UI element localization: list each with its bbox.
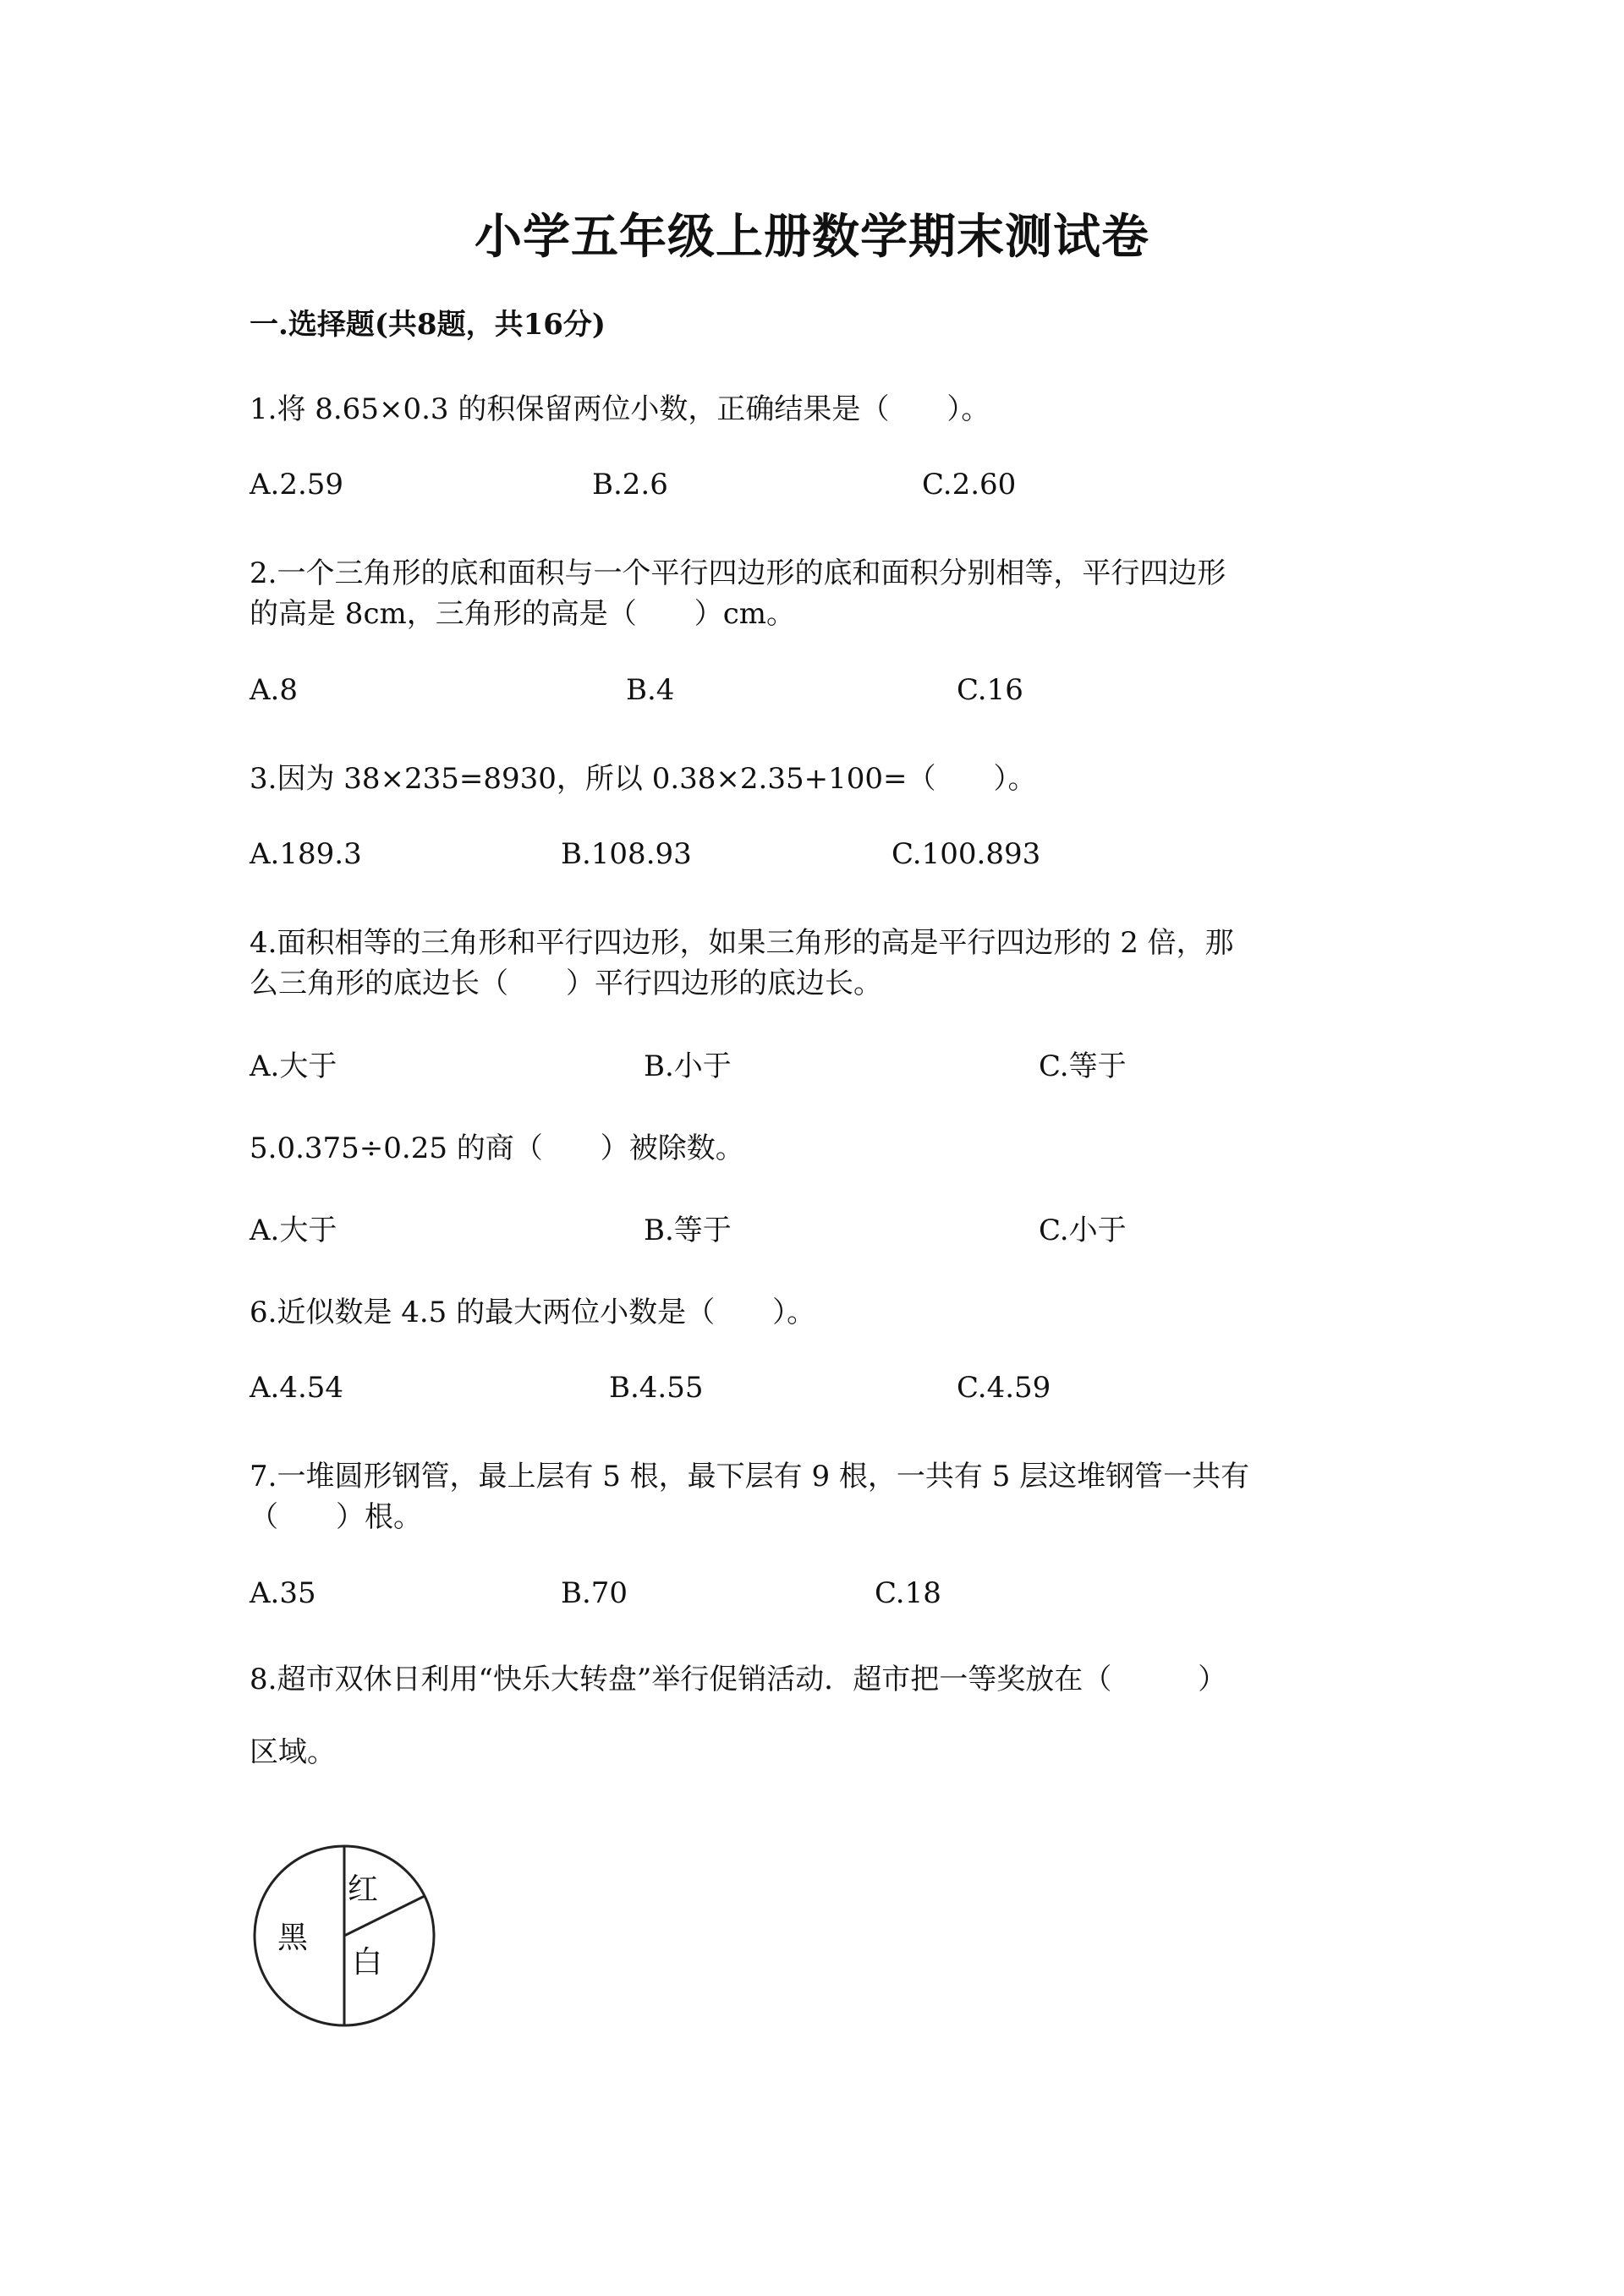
question-5-option-a[interactable]: A.大于 <box>250 1214 337 1247</box>
question-4-text-line-2: 么三角形的底边长（ ）平行四边形的底边长。 <box>250 967 882 1000</box>
question-7-option-a[interactable]: A.35 <box>250 1576 316 1610</box>
question-6-option-c[interactable]: C.4.59 <box>957 1371 1051 1405</box>
question-6-text: 6.近似数是 4.5 的最大两位小数是（ ）。 <box>250 1296 816 1329</box>
question-4-option-b[interactable]: B.小于 <box>644 1049 732 1083</box>
section-heading: 一.选择题(共8题，共16分) <box>250 308 606 342</box>
question-2-option-b[interactable]: B.4 <box>626 673 675 707</box>
question-5-option-c[interactable]: C.小于 <box>1039 1214 1127 1247</box>
wheel-label-red: 红 <box>348 1872 379 1907</box>
question-1-option-a[interactable]: A.2.59 <box>250 468 344 501</box>
question-2-text-line-1: 2.一个三角形的底和面积与一个平行四边形的底和面积分别相等，平行四边形 <box>250 556 1226 590</box>
prize-wheel-figure <box>252 1844 436 2028</box>
question-8-text-line-2: 区域。 <box>250 1735 336 1769</box>
question-5-text: 5.0.375÷0.25 的商（ ）被除数。 <box>250 1132 744 1165</box>
question-2-option-a[interactable]: A.8 <box>250 673 298 707</box>
question-7-option-c[interactable]: C.18 <box>875 1576 941 1610</box>
question-3-option-c[interactable]: C.100.893 <box>892 837 1041 871</box>
question-1-option-c[interactable]: C.2.60 <box>922 468 1017 501</box>
question-3-option-a[interactable]: A.189.3 <box>250 837 362 871</box>
question-4-option-c[interactable]: C.等于 <box>1039 1049 1127 1083</box>
question-7-text-line-2: （ ）根。 <box>250 1500 422 1534</box>
question-6-option-a[interactable]: A.4.54 <box>250 1371 344 1405</box>
question-2-text-line-2: 的高是 8cm，三角形的高是（ ）cm。 <box>250 597 796 631</box>
question-4-text-line-1: 4.面积相等的三角形和平行四边形，如果三角形的高是平行四边形的 2 倍，那 <box>250 926 1234 960</box>
question-1-option-b[interactable]: B.2.6 <box>592 468 668 501</box>
wheel-label-white: 白 <box>352 1945 383 1980</box>
question-4-option-a[interactable]: A.大于 <box>250 1049 337 1083</box>
wheel-label-black: 黑 <box>277 1921 309 1955</box>
question-8-text-line-1: 8.超市双休日利用“快乐大转盘”举行促销活动．超市把一等奖放在（ ） <box>250 1663 1227 1696</box>
question-1-text: 1.将 8.65×0.3 的积保留两位小数，正确结果是（ ）。 <box>250 392 990 426</box>
question-6-option-b[interactable]: B.4.55 <box>609 1371 704 1405</box>
question-7-text-line-1: 7.一堆圆形钢管，最上层有 5 根，最下层有 9 根，一共有 5 层这堆钢管一共有 <box>250 1460 1250 1493</box>
page-title: 小学五年级上册数学期末测试卷 <box>475 209 1149 265</box>
question-7-option-b[interactable]: B.70 <box>561 1576 628 1610</box>
question-3-option-b[interactable]: B.108.93 <box>561 837 692 871</box>
question-5-option-b[interactable]: B.等于 <box>644 1214 732 1247</box>
question-2-option-c[interactable]: C.16 <box>957 673 1023 707</box>
question-3-text: 3.因为 38×235=8930，所以 0.38×2.35+100=（ ）。 <box>250 762 1037 796</box>
